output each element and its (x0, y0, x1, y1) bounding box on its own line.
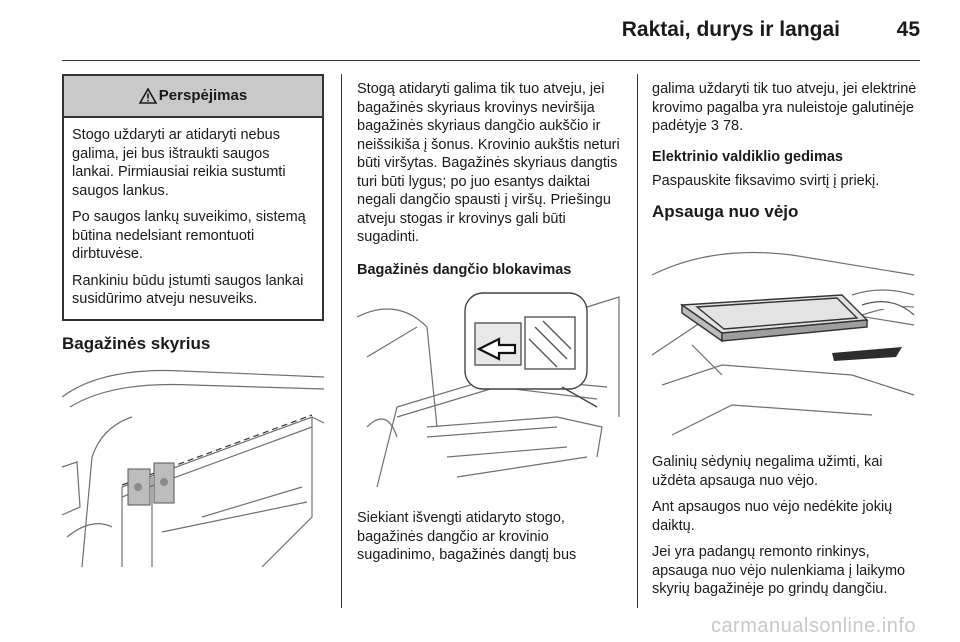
warning-body (64, 118, 322, 319)
column-2 (357, 80, 627, 573)
paragraph-group (652, 453, 922, 599)
body-paragraph: Stogą atidaryti galima tik tuo atveju, jei bagažinės skyriaus krovinys neviršija bagažinės skyriaus dangčio aukščio ir neišsikiša į šonus. Krovinio aukštis neturi būti viršytas. Bagažinės skyriaus dangtis turi būti lygus; po juo esantys daiktai negali dangčio spausti į viršų. Priešingu atveju stogas ir krovinys gali būti sugadinti. (357, 81, 620, 245)
column-1 (62, 74, 324, 579)
wind-deflector-illustration (652, 235, 922, 445)
warning-triangle-icon (139, 88, 157, 104)
watermark: carmanualsonline.info (710, 615, 916, 637)
page-reference-icon: 3 (710, 118, 719, 134)
body-paragraph: Siekiant išvengti atidaryto stogo, bagažinės dangčio ar krovinio sugadinimo, bagažinės dangtį bus (357, 510, 577, 563)
warning-paragraph: Po saugos lankų suveikimo, sistemą būtina nedelsiant remontuoti dirbtuvėse. (72, 209, 306, 262)
subheading: Bagažinės dangčio blokavimas (357, 261, 572, 278)
body-paragraph (652, 80, 922, 136)
warning-box (62, 74, 324, 321)
body-paragraph: Ant apsaugos nuo vėjo nedėkite jokių daiktų. (652, 499, 893, 534)
column-divider (341, 74, 342, 608)
body-paragraph: Paspauskite fiksavimo svirtį į priekį. (652, 173, 880, 189)
header-rule (62, 60, 920, 61)
page-number: 45 (896, 18, 920, 41)
column-3 (652, 80, 922, 607)
warning-paragraph: Rankiniu būdu įstumti saugos lankai susidūrimo atveju nesuveiks. (72, 272, 304, 307)
body-paragraph: Jei yra padangų remonto rinkinys, apsauga nuo vėjo nulenkiama į laikymo skyrių bagažinėje po grindų dangčiu. (652, 544, 906, 597)
warning-paragraph: Stogo uždaryti ar atidaryti nebus galima, jei bus ištraukti saugos lankai. Pirmiausiai reikia sustumti saugos lankus. (72, 127, 286, 199)
section-heading: Bagažinės skyrius (62, 333, 211, 353)
body-text: galima uždaryti tik tuo atveju, jei elektrinė krovimo pagalba yra nuleistoje galutinėje padėtyje (652, 81, 917, 134)
warning-header (64, 76, 322, 118)
page-reference: 78. (722, 118, 744, 134)
trunk-illustration (62, 367, 324, 579)
header-title: Raktai, durys ir langai (621, 18, 840, 41)
trunk-lid-illustration (357, 287, 627, 497)
column-divider (637, 74, 638, 608)
body-paragraph: Galinių sėdynių negalima užimti, kai uždėta apsauga nuo vėjo. (652, 454, 883, 489)
subheading: Elektrinio valdiklio gedimas (652, 148, 843, 165)
warning-title: Perspėjimas (158, 86, 248, 104)
section-heading: Apsauga nuo vėjo (652, 201, 799, 221)
